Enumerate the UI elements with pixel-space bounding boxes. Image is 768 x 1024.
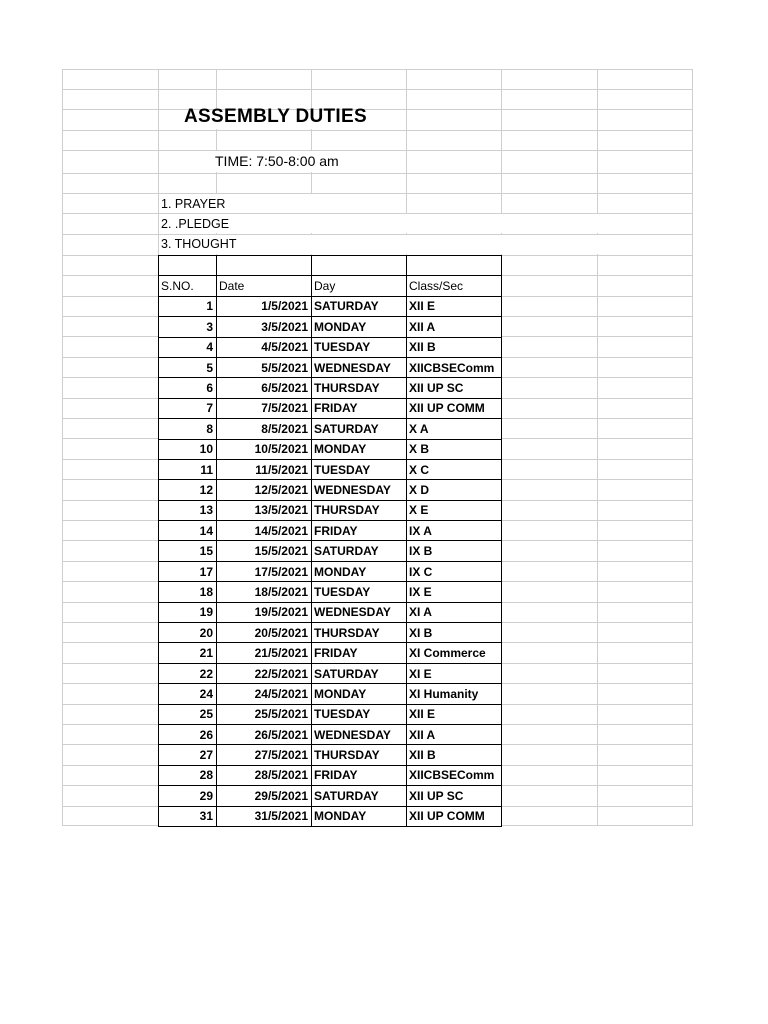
cell-class-sec: IX A bbox=[407, 521, 502, 541]
duty-item-prayer: 1. PRAYER bbox=[161, 197, 226, 211]
cell-date: 14/5/2021 bbox=[217, 521, 312, 541]
cell-class-sec: XI Humanity bbox=[407, 684, 502, 704]
table-row bbox=[159, 724, 502, 744]
cell-date: 8/5/2021 bbox=[217, 419, 312, 439]
cell-day: FRIDAY bbox=[312, 398, 407, 418]
cell-date: 18/5/2021 bbox=[217, 582, 312, 602]
cell-sno: 19 bbox=[159, 602, 217, 622]
cell-class-sec: XII B bbox=[407, 745, 502, 765]
cell-day: MONDAY bbox=[312, 317, 407, 337]
cell-sno: 7 bbox=[159, 398, 217, 418]
cell-date: 5/5/2021 bbox=[217, 357, 312, 377]
cell-sno: 12 bbox=[159, 480, 217, 500]
cell-sno: 21 bbox=[159, 643, 217, 663]
table-header-row bbox=[159, 276, 502, 296]
cell-day: SATURDAY bbox=[312, 419, 407, 439]
cell-sno: 5 bbox=[159, 357, 217, 377]
cell-day: WEDNESDAY bbox=[312, 724, 407, 744]
cell-class-sec: XI B bbox=[407, 623, 502, 643]
cell-class-sec: X A bbox=[407, 419, 502, 439]
cell-class-sec: XI Commerce bbox=[407, 643, 502, 663]
table-row bbox=[159, 378, 502, 398]
cell-day: MONDAY bbox=[312, 806, 407, 826]
cell-day: THURSDAY bbox=[312, 745, 407, 765]
table-row bbox=[159, 296, 502, 316]
cell-date: 11/5/2021 bbox=[217, 459, 312, 479]
cell-sno: 29 bbox=[159, 786, 217, 806]
table-row bbox=[159, 317, 502, 337]
table-row bbox=[159, 439, 502, 459]
table-row bbox=[159, 541, 502, 561]
cell-date: 10/5/2021 bbox=[217, 439, 312, 459]
cell-sno: 20 bbox=[159, 623, 217, 643]
cell-class-sec: XII UP SC bbox=[407, 378, 502, 398]
cell-class-sec: XII A bbox=[407, 317, 502, 337]
cell-date: 13/5/2021 bbox=[217, 500, 312, 520]
cell-date: 26/5/2021 bbox=[217, 724, 312, 744]
cell-day: SATURDAY bbox=[312, 541, 407, 561]
assembly-time: TIME: 7:50-8:00 am bbox=[215, 153, 339, 169]
cell-sno: 13 bbox=[159, 500, 217, 520]
cell-class-sec: X C bbox=[407, 459, 502, 479]
cell-sno: 14 bbox=[159, 521, 217, 541]
cell-day: MONDAY bbox=[312, 684, 407, 704]
cell-day: FRIDAY bbox=[312, 643, 407, 663]
cell-day: SATURDAY bbox=[312, 296, 407, 316]
page-title: ASSEMBLY DUTIES bbox=[184, 106, 367, 127]
table-row bbox=[159, 419, 502, 439]
spreadsheet-page bbox=[62, 69, 692, 826]
table-row bbox=[159, 745, 502, 765]
cell-sno: 8 bbox=[159, 419, 217, 439]
cell-sno: 18 bbox=[159, 582, 217, 602]
cell-date: 21/5/2021 bbox=[217, 643, 312, 663]
cell-sno: 1 bbox=[159, 296, 217, 316]
cell-sno: 4 bbox=[159, 337, 217, 357]
cell-sno: 3 bbox=[159, 317, 217, 337]
table-row bbox=[159, 602, 502, 622]
cell-day: MONDAY bbox=[312, 439, 407, 459]
cell-class-sec: X B bbox=[407, 439, 502, 459]
duty-item-thought: 3. THOUGHT bbox=[161, 237, 237, 251]
cell-day: MONDAY bbox=[312, 561, 407, 581]
cell-class-sec: XII UP COMM bbox=[407, 806, 502, 826]
table-row bbox=[159, 765, 502, 785]
cell-date: 4/5/2021 bbox=[217, 337, 312, 357]
table-row bbox=[159, 398, 502, 418]
table-row bbox=[159, 786, 502, 806]
cell-sno: 25 bbox=[159, 704, 217, 724]
cell-day: WEDNESDAY bbox=[312, 602, 407, 622]
table-row bbox=[159, 521, 502, 541]
cell-class-sec: XII UP COMM bbox=[407, 398, 502, 418]
cell-class-sec: XII E bbox=[407, 704, 502, 724]
cell-day: THURSDAY bbox=[312, 500, 407, 520]
table-row bbox=[159, 704, 502, 724]
cell-date: 22/5/2021 bbox=[217, 663, 312, 683]
cell-day: WEDNESDAY bbox=[312, 480, 407, 500]
cell-class-sec: XII A bbox=[407, 724, 502, 744]
cell-date: 6/5/2021 bbox=[217, 378, 312, 398]
cell-class-sec: X E bbox=[407, 500, 502, 520]
table-row bbox=[159, 643, 502, 663]
cell-date: 31/5/2021 bbox=[217, 806, 312, 826]
header-sno: S.NO. bbox=[159, 276, 217, 296]
header-date: Date bbox=[217, 276, 312, 296]
cell-day: FRIDAY bbox=[312, 765, 407, 785]
cell-day: SATURDAY bbox=[312, 663, 407, 683]
cell-day: TUESDAY bbox=[312, 459, 407, 479]
header-class-sec: Class/Sec bbox=[407, 276, 502, 296]
cell-day: TUESDAY bbox=[312, 704, 407, 724]
cell-sno: 22 bbox=[159, 663, 217, 683]
cell-day: WEDNESDAY bbox=[312, 357, 407, 377]
table-row bbox=[159, 582, 502, 602]
cell-class-sec: IX E bbox=[407, 582, 502, 602]
cell-class-sec: XI E bbox=[407, 663, 502, 683]
assembly-schedule-table bbox=[158, 255, 502, 827]
cell-sno: 15 bbox=[159, 541, 217, 561]
cell-date: 17/5/2021 bbox=[217, 561, 312, 581]
cell-class-sec: XII E bbox=[407, 296, 502, 316]
table-row bbox=[159, 480, 502, 500]
cell-date: 15/5/2021 bbox=[217, 541, 312, 561]
cell-sno: 10 bbox=[159, 439, 217, 459]
cell-sno: 28 bbox=[159, 765, 217, 785]
table-row bbox=[159, 459, 502, 479]
cell-sno: 24 bbox=[159, 684, 217, 704]
cell-class-sec: XIICBSEComm bbox=[407, 765, 502, 785]
cell-day: THURSDAY bbox=[312, 378, 407, 398]
cell-date: 1/5/2021 bbox=[217, 296, 312, 316]
table-row bbox=[159, 337, 502, 357]
cell-class-sec: XIICBSEComm bbox=[407, 357, 502, 377]
cell-class-sec: XII UP SC bbox=[407, 786, 502, 806]
cell-date: 3/5/2021 bbox=[217, 317, 312, 337]
cell-date: 25/5/2021 bbox=[217, 704, 312, 724]
cell-date: 7/5/2021 bbox=[217, 398, 312, 418]
cell-day: SATURDAY bbox=[312, 786, 407, 806]
table-row bbox=[159, 357, 502, 377]
cell-class-sec: XI A bbox=[407, 602, 502, 622]
cell-sno: 6 bbox=[159, 378, 217, 398]
cell-day: FRIDAY bbox=[312, 521, 407, 541]
cell-day: THURSDAY bbox=[312, 623, 407, 643]
cell-sno: 27 bbox=[159, 745, 217, 765]
cell-date: 19/5/2021 bbox=[217, 602, 312, 622]
cell-date: 29/5/2021 bbox=[217, 786, 312, 806]
table-row bbox=[159, 663, 502, 683]
cell-date: 28/5/2021 bbox=[217, 765, 312, 785]
cell-date: 24/5/2021 bbox=[217, 684, 312, 704]
cell-day: TUESDAY bbox=[312, 582, 407, 602]
cell-date: 27/5/2021 bbox=[217, 745, 312, 765]
cell-date: 12/5/2021 bbox=[217, 480, 312, 500]
cell-class-sec: IX C bbox=[407, 561, 502, 581]
header-day: Day bbox=[312, 276, 407, 296]
duty-item-pledge: 2. .PLEDGE bbox=[161, 217, 230, 231]
cell-class-sec: XII B bbox=[407, 337, 502, 357]
cell-date: 20/5/2021 bbox=[217, 623, 312, 643]
table-row bbox=[159, 623, 502, 643]
table-row bbox=[159, 561, 502, 581]
cell-class-sec: IX B bbox=[407, 541, 502, 561]
cell-day: TUESDAY bbox=[312, 337, 407, 357]
cell-sno: 11 bbox=[159, 459, 217, 479]
cell-sno: 17 bbox=[159, 561, 217, 581]
table-row bbox=[159, 806, 502, 826]
table-row bbox=[159, 684, 502, 704]
table-row bbox=[159, 500, 502, 520]
cell-class-sec: X D bbox=[407, 480, 502, 500]
cell-sno: 26 bbox=[159, 724, 217, 744]
table-blank-row bbox=[159, 256, 502, 276]
cell-sno: 31 bbox=[159, 806, 217, 826]
